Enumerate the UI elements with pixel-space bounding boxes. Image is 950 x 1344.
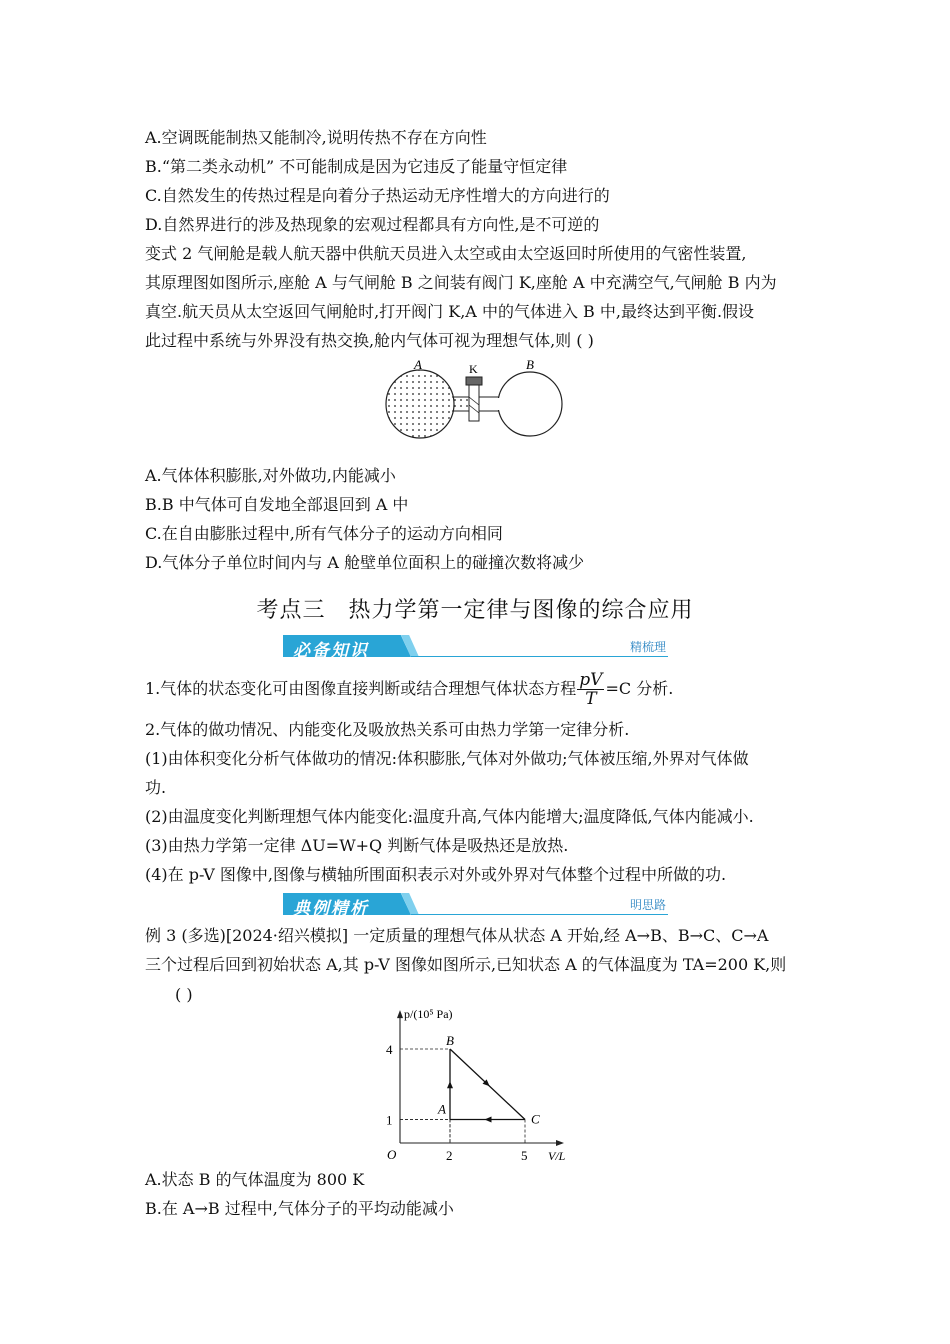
fraction-pv-t: $\frac{pV}{T}$ xyxy=(579,670,603,709)
y-tick-1: 1 xyxy=(386,1112,393,1128)
point-label-B: B xyxy=(446,1033,454,1048)
banner-essential-knowledge xyxy=(283,635,668,663)
banner-label: 典例精析 xyxy=(293,899,369,919)
arrow-A-B xyxy=(447,1081,453,1088)
example3-line-1: 例 3 (多选)[2024·绍兴模拟] 一定质量的理想气体从状态 A 开始,经 A→B、B→C、C→A xyxy=(145,926,769,945)
y-axis-arrow xyxy=(397,1010,403,1018)
cabin-a-circle xyxy=(386,370,454,438)
x-axis-label: V/L xyxy=(548,1149,566,1163)
example3-line-2: 三个过程后回到初始状态 A,其 p-V 图像如图所示,已知状态 A 的气体温度为 TA=200 K,则 xyxy=(145,955,787,974)
label-k: K xyxy=(469,362,478,376)
valve-k xyxy=(469,385,479,421)
point-2: 2.气体的做功情况、内能变化及吸放热关系可由热力学第一定律分析. xyxy=(145,720,630,739)
banner-right-label: 明思路 xyxy=(629,898,666,912)
variant2-line-1: 变式 2 气闸舱是载人航天器中供航天员进入太空或由太空返回时所使用的气密性装置, xyxy=(145,244,747,263)
variant2-option-c: C.在自由膨胀过程中,所有气体分子的运动方向相同 xyxy=(145,524,503,543)
example3-option-a: A.状态 B 的气体温度为 800 K xyxy=(145,1170,365,1189)
arrow-C-A xyxy=(485,1117,492,1123)
variant2-option-a: A.气体体积膨胀,对外做功,内能减小 xyxy=(145,466,396,485)
airlock-figure xyxy=(380,355,570,445)
section-title: 考点三 热力学第一定律与图像的综合应用 xyxy=(256,598,694,623)
option-c-prev: C.自然发生的传热过程是向着分子热运动无序性增大的方向进行的 xyxy=(145,186,610,205)
variant2-option-b: B.B 中气体可自发地全部退回到 A 中 xyxy=(145,495,409,514)
variant2-line-4: 此过程中系统与外界没有热交换,舱内气体可视为理想气体,则 ( ) xyxy=(145,331,594,350)
sub-point-3: (3)由热力学第一定律 ΔU=W+Q 判断气体是吸热还是放热. xyxy=(145,836,569,855)
point-label-C: C xyxy=(531,1111,540,1127)
banner-label: 必备知识 xyxy=(293,641,369,661)
y-axis-label: p/(10⁵ Pa) xyxy=(404,1007,453,1022)
sub-point-2: (2)由温度变化判断理想气体内能变化:温度升高,气体内能增大;温度降低,气体内能减小. xyxy=(145,807,754,826)
example3-option-b: B.在 A→B 过程中,气体分子的平均动能减小 xyxy=(145,1199,454,1218)
option-a-prev: A.空调既能制热又能制冷,说明传热不存在方向性 xyxy=(145,128,487,147)
variant2-line-3: 真空.航天员从太空返回气闸舱时,打开阀门 K,A 中的气体进入 B 中,最终达到平衡.假设 xyxy=(145,302,755,321)
variant2-line-2: 其原理图如图所示,座舱 A 与气闸舱 B 之间装有阀门 K,座舱 A 中充满空气,气闸舱 B 内为 xyxy=(145,273,777,292)
banner-typical-examples xyxy=(283,893,668,921)
cabin-b-circle xyxy=(498,372,562,436)
x-axis-arrow xyxy=(556,1140,564,1146)
pv-chart xyxy=(375,1005,575,1165)
option-d-prev: D.自然界进行的涉及热现象的宏观过程都具有方向性,是不可逆的 xyxy=(145,215,600,234)
example3-line-3: ( ) xyxy=(175,985,193,1004)
label-b: B xyxy=(526,357,534,372)
valve-handle xyxy=(466,377,482,385)
point-1: 1.气体的状态变化可由图像直接判断或结合理想气体状态方程 $\frac{pV}{T}$ =C 分析. xyxy=(145,670,674,709)
y-tick-4: 4 xyxy=(386,1042,393,1057)
point-label-A: A xyxy=(438,1101,446,1117)
x-tick-5: 5 xyxy=(521,1148,528,1163)
label-a: A xyxy=(414,357,422,372)
banner-right-label: 精梳理 xyxy=(629,640,666,654)
sub-point-1b: 功. xyxy=(145,778,167,797)
sub-point-1a: (1)由体积变化分析气体做功的情况:体积膨胀,气体对外做功;气体被压缩,外界对气体做 xyxy=(145,749,749,768)
origin-label: O xyxy=(387,1147,397,1162)
option-b-prev: B.“第二类永动机” 不可能制成是因为它违反了能量守恒定律 xyxy=(145,157,568,176)
x-tick-2: 2 xyxy=(446,1148,453,1163)
sub-point-4: (4)在 p-V 图像中,图像与横轴所围面积表示对外或外界对气体整个过程中所做的功. xyxy=(145,865,727,884)
variant2-option-d: D.气体分子单位时间内与 A 舱壁单位面积上的碰撞次数将减少 xyxy=(145,553,585,572)
